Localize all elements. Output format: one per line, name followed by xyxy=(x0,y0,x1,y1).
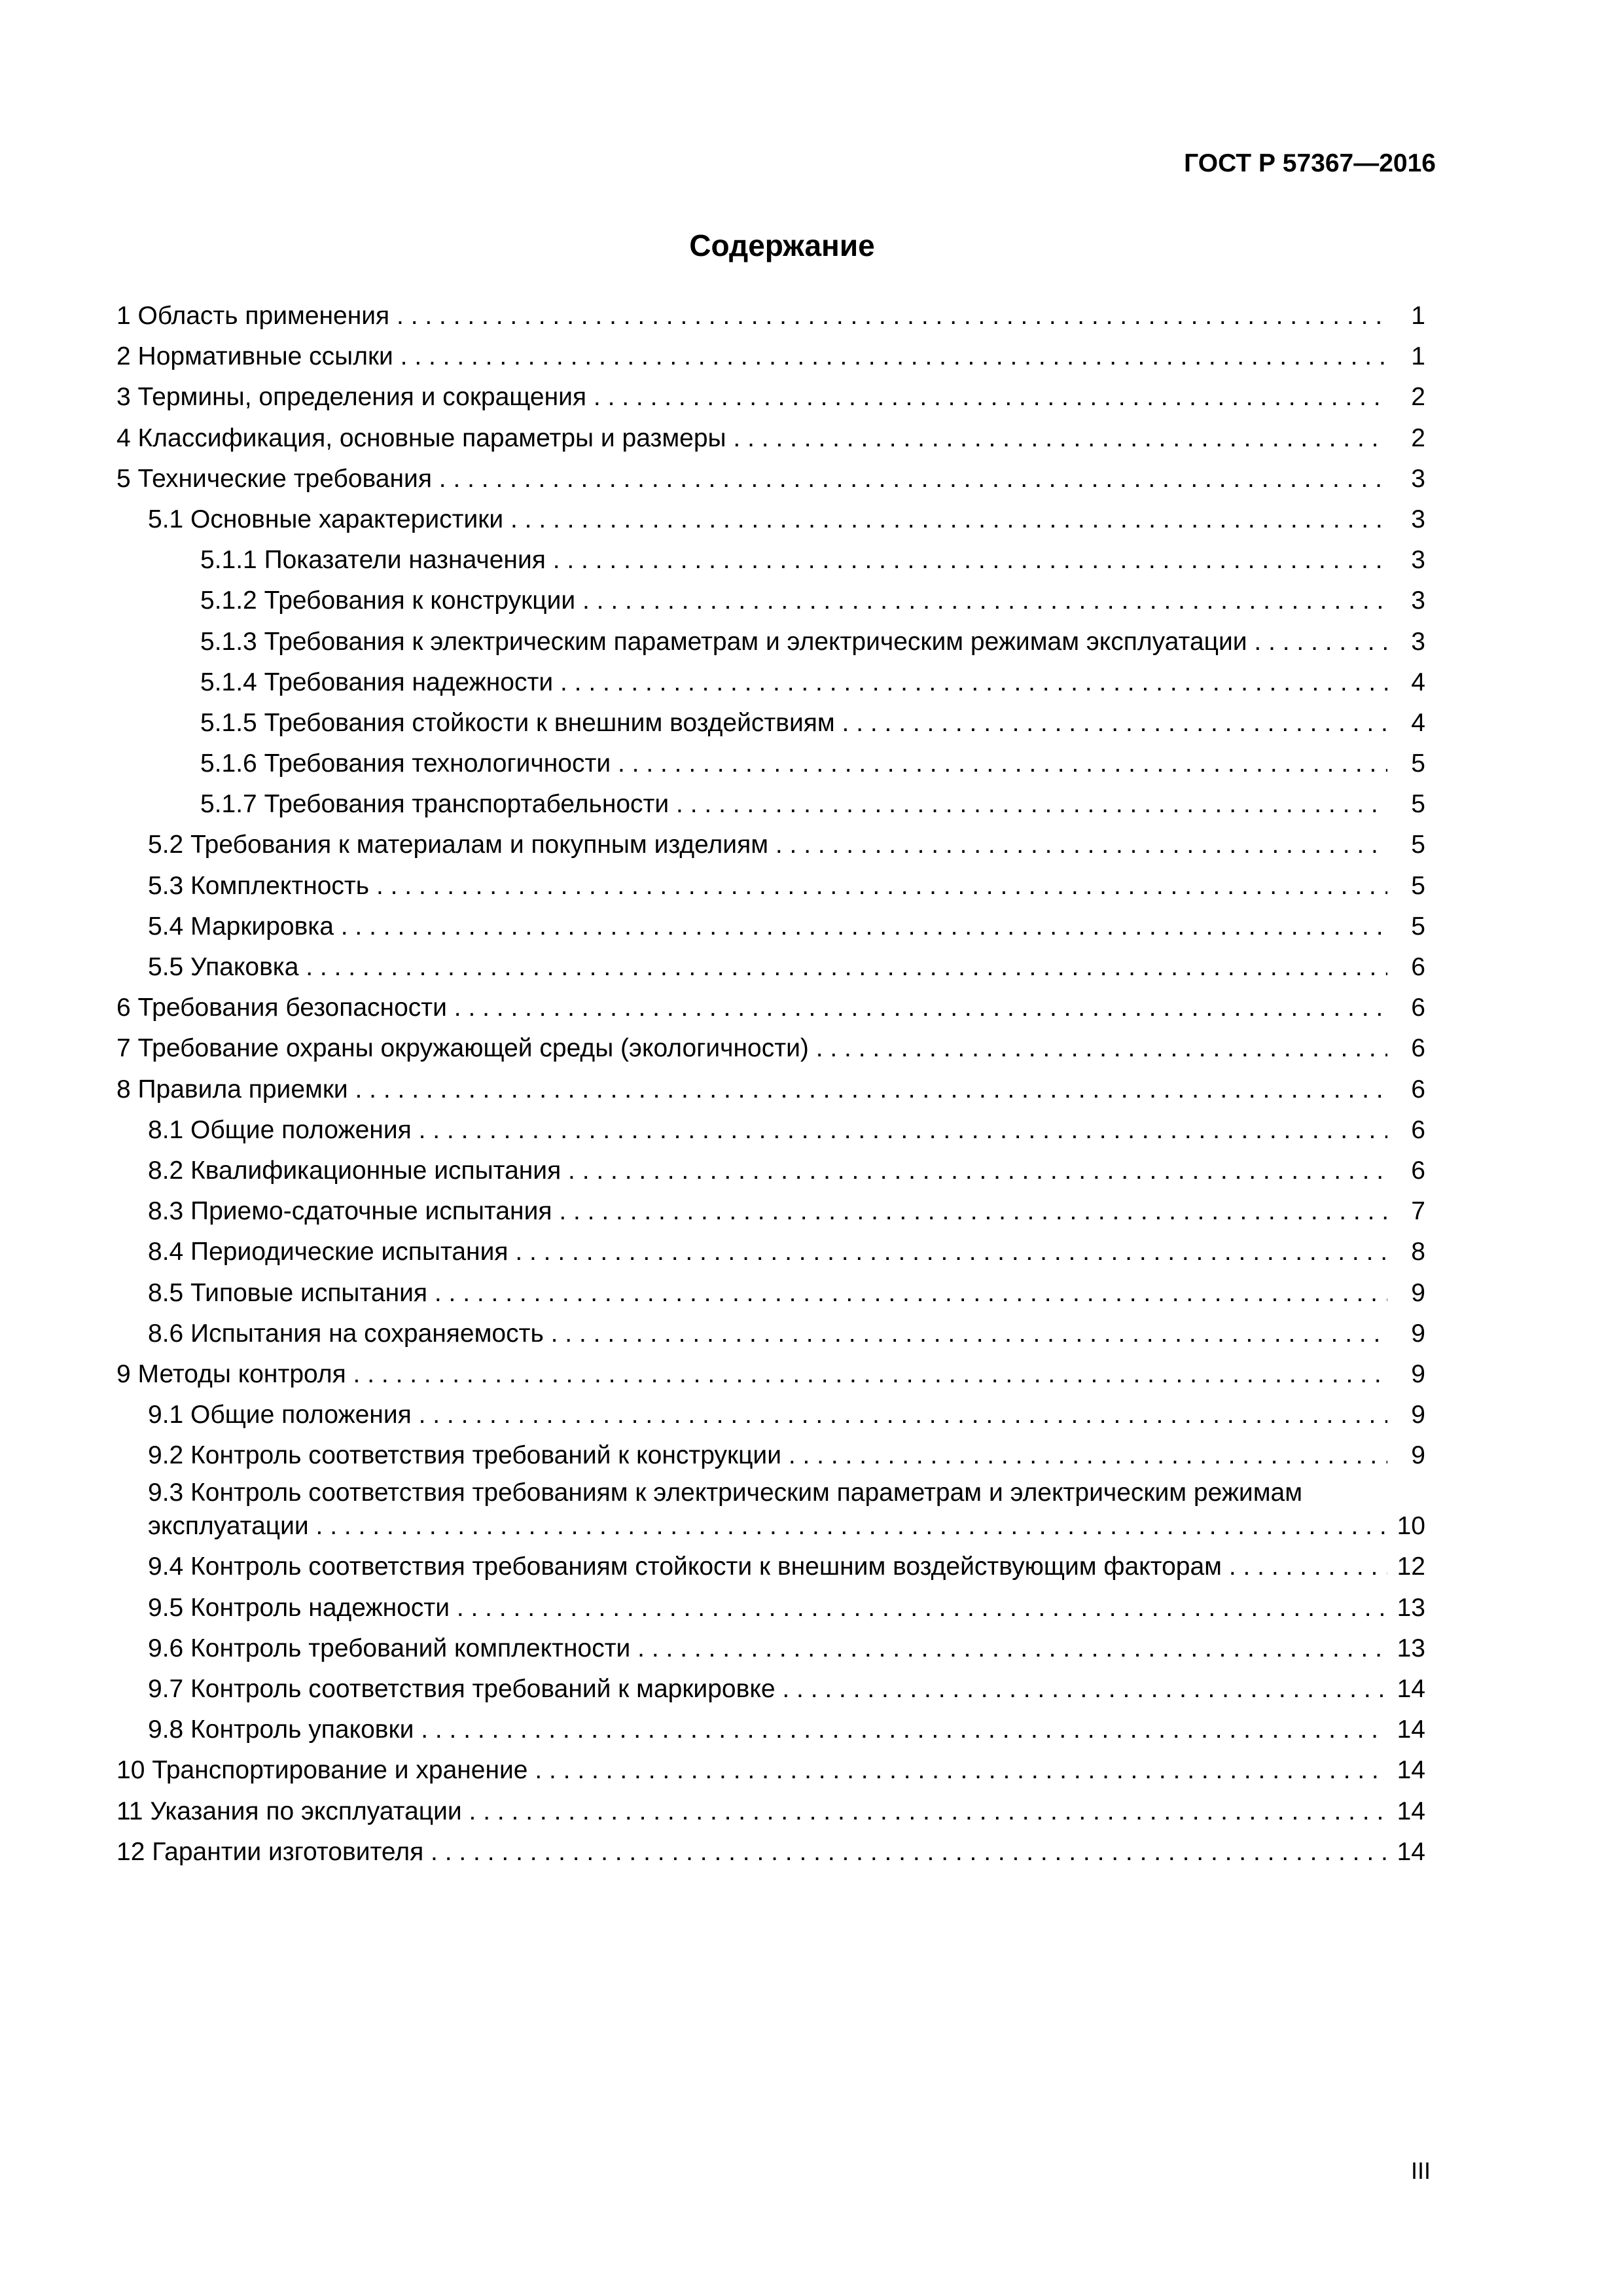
toc-entry-label: 5.1.3 Требования к электрическим параметрам и электрическим режимам эксплуатации . . . xyxy=(200,622,1387,662)
toc-entry-label: 2 Нормативные ссылки . . . xyxy=(116,336,1387,377)
toc-entry[interactable] xyxy=(116,1669,1425,1710)
toc-entry-label-first-line: 9.3 Контроль соответствия требованиям к электрическим параметрам и электрическим режимам xyxy=(148,1479,1303,1507)
toc-entry-page: 14 xyxy=(1397,1675,1425,1703)
toc-entry[interactable] xyxy=(116,1832,1425,1873)
toc-entry-page: 8 xyxy=(1411,1238,1425,1266)
toc-entry[interactable] xyxy=(116,336,1425,377)
toc-entry[interactable] xyxy=(116,988,1425,1028)
toc-entry-page: 5 xyxy=(1411,790,1425,819)
toc-entry-label: 5.1.6 Требования технологичности . . . xyxy=(200,744,1387,784)
toc-entry-label: 5.2 Требования к материалам и покупным изделиям . . . xyxy=(148,825,1387,865)
toc-entry-page: 14 xyxy=(1397,1715,1425,1744)
toc-entry-label: 9.8 Контроль упаковки . . . xyxy=(148,1710,1387,1750)
toc-entry-page: 13 xyxy=(1397,1593,1425,1622)
toc-entry-label: 12 Гарантии изготовителя . . . xyxy=(116,1832,1387,1873)
table-of-contents xyxy=(116,296,1425,1873)
toc-entry-page: 14 xyxy=(1397,1756,1425,1785)
toc-entry[interactable] xyxy=(116,1547,1425,1587)
toc-entry-page: 3 xyxy=(1411,586,1425,615)
toc-entry-label: 9.6 Контроль требований комплектности . . . xyxy=(148,1628,1387,1669)
toc-entry[interactable] xyxy=(116,703,1425,744)
toc-entry-label: 8.4 Периодические испытания . . . xyxy=(148,1232,1387,1272)
toc-entry[interactable] xyxy=(116,1151,1425,1191)
toc-entry-label: 9.5 Контроль надежности . . . xyxy=(148,1588,1387,1628)
toc-entry-label: 8 Правила приемки . . . xyxy=(116,1069,1387,1110)
toc-entry[interactable] xyxy=(116,1354,1425,1395)
toc-entry-label: 5.1.5 Требования стойкости к внешним воздействиям . . . xyxy=(200,703,1387,744)
toc-entry-page: 6 xyxy=(1411,1075,1425,1103)
toc-entry[interactable] xyxy=(116,1028,1425,1069)
toc-entry-page: 2 xyxy=(1411,423,1425,452)
toc-entry-page: 9 xyxy=(1411,1441,1425,1470)
toc-entry-page: 2 xyxy=(1411,383,1425,412)
page-title: Содержание xyxy=(689,228,875,262)
toc-entry[interactable] xyxy=(116,825,1425,865)
toc-entry-page: 5 xyxy=(1411,871,1425,900)
toc-entry[interactable] xyxy=(116,947,1425,988)
toc-entry-page: 6 xyxy=(1411,1156,1425,1185)
toc-entry-page: 10 xyxy=(1397,1512,1425,1541)
toc-entry-label: 9.2 Контроль соответствия требований к конструкции . . . xyxy=(148,1435,1387,1476)
toc-entry[interactable] xyxy=(116,499,1425,540)
toc-entry[interactable] xyxy=(116,1476,1425,1547)
toc-entry[interactable] xyxy=(116,866,1425,906)
toc-entry[interactable] xyxy=(116,1314,1425,1354)
toc-entry-page: 9 xyxy=(1411,1401,1425,1429)
page-number: III xyxy=(1410,2157,1431,2184)
toc-entry[interactable] xyxy=(116,581,1425,621)
toc-entry-page: 4 xyxy=(1411,708,1425,737)
toc-entry-label: 9.7 Контроль соответствия требований к маркировке . . . xyxy=(148,1669,1387,1710)
toc-entry[interactable] xyxy=(116,662,1425,703)
toc-entry[interactable] xyxy=(116,296,1425,336)
toc-entry-label: 8.1 Общие положения . . . xyxy=(148,1110,1387,1151)
toc-entry[interactable] xyxy=(116,1710,1425,1750)
toc-entry[interactable] xyxy=(116,540,1425,581)
toc-entry-page: 9 xyxy=(1411,1319,1425,1348)
toc-entry-label: 5.1.4 Требования надежности . . . xyxy=(200,662,1387,703)
toc-entry-label: 6 Требования безопасности . . . xyxy=(116,988,1387,1028)
toc-entry-page: 3 xyxy=(1411,505,1425,533)
toc-entry-page: 12 xyxy=(1397,1552,1425,1581)
toc-entry-label: 8.3 Приемо-сдаточные испытания . . . xyxy=(148,1191,1387,1232)
toc-entry[interactable] xyxy=(116,1628,1425,1669)
toc-entry[interactable] xyxy=(116,1110,1425,1151)
toc-entry[interactable] xyxy=(116,1435,1425,1476)
toc-entry-label: 5.4 Маркировка . . . xyxy=(148,906,1387,947)
toc-entry[interactable] xyxy=(116,1273,1425,1314)
toc-entry-label: 3 Термины, определения и сокращения . . . xyxy=(116,377,1387,418)
toc-entry-page: 5 xyxy=(1411,831,1425,859)
toc-entry-page: 6 xyxy=(1411,1034,1425,1063)
toc-entry-label: 8.2 Квалификационные испытания . . . xyxy=(148,1151,1387,1191)
toc-entry[interactable] xyxy=(116,1191,1425,1232)
toc-entry-label: 9 Методы контроля . . . xyxy=(116,1354,1387,1395)
toc-entry-page: 14 xyxy=(1397,1797,1425,1825)
toc-entry-page: 5 xyxy=(1411,749,1425,778)
toc-entry[interactable] xyxy=(116,377,1425,418)
toc-entry-page: 9 xyxy=(1411,1278,1425,1307)
toc-entry-label: 8.5 Типовые испытания . . . xyxy=(148,1273,1387,1314)
toc-entry-label: 7 Требование охраны окружающей среды (экологичности) . . . xyxy=(116,1028,1387,1069)
toc-entry-label: 8.6 Испытания на сохраняемость . . . xyxy=(148,1314,1387,1354)
toc-entry[interactable] xyxy=(116,744,1425,784)
toc-entry-page: 13 xyxy=(1397,1634,1425,1662)
toc-entry[interactable] xyxy=(116,784,1425,825)
toc-entry-page: 9 xyxy=(1411,1359,1425,1388)
toc-entry-page: 6 xyxy=(1411,953,1425,981)
toc-entry-label: 5.1.1 Показатели назначения . . . xyxy=(200,540,1387,581)
toc-entry[interactable] xyxy=(116,418,1425,459)
toc-entry[interactable] xyxy=(116,906,1425,947)
toc-entry-label: 9.4 Контроль соответствия требованиям стойкости к внешним воздействующим факторам . . . xyxy=(148,1547,1387,1587)
toc-entry-label: 1 Область применения . . . xyxy=(116,296,1387,336)
toc-entry[interactable] xyxy=(116,1791,1425,1832)
toc-entry-label: 11 Указания по эксплуатации . . . xyxy=(116,1791,1387,1832)
toc-entry[interactable] xyxy=(116,459,1425,499)
toc-entry-page: 4 xyxy=(1411,668,1425,696)
document-id-header: ГОСТ Р 57367—2016 xyxy=(1184,149,1436,177)
toc-entry-page: 6 xyxy=(1411,1115,1425,1144)
toc-entry-page: 1 xyxy=(1411,302,1425,330)
toc-entry-page: 14 xyxy=(1397,1837,1425,1866)
toc-entry-page: 5 xyxy=(1411,912,1425,941)
toc-entry-label: 5.1.7 Требования транспортабельности . . . xyxy=(200,784,1387,825)
toc-entry-label: эксплуатации . . . xyxy=(148,1506,1387,1547)
toc-entry-page: 7 xyxy=(1411,1197,1425,1226)
toc-entry-label: 5.1.2 Требования к конструкции . . . xyxy=(200,581,1387,621)
toc-entry-label: 5.1 Основные характеристики . . . xyxy=(148,499,1387,540)
toc-entry[interactable] xyxy=(116,1750,1425,1791)
toc-entry-label: 10 Транспортирование и хранение . . . xyxy=(116,1750,1387,1791)
toc-entry[interactable] xyxy=(116,622,1425,662)
toc-entry-page: 1 xyxy=(1411,342,1425,371)
toc-entry[interactable] xyxy=(116,1069,1425,1110)
toc-entry-label: 5.3 Комплектность . . . xyxy=(148,866,1387,906)
toc-entry-label: 5.5 Упаковка . . . xyxy=(148,947,1387,988)
toc-entry[interactable] xyxy=(116,1588,1425,1628)
toc-entry-page: 6 xyxy=(1411,994,1425,1022)
toc-entry-page: 3 xyxy=(1411,546,1425,575)
toc-entry-label: 4 Классификация, основные параметры и размеры . . . xyxy=(116,418,1387,459)
toc-entry[interactable] xyxy=(116,1232,1425,1272)
toc-entry-label: 9.1 Общие положения . . . xyxy=(148,1395,1387,1435)
toc-entry-page: 3 xyxy=(1411,464,1425,493)
toc-entry-page: 3 xyxy=(1411,627,1425,656)
toc-entry-label: 5 Технические требования . . . xyxy=(116,459,1387,499)
toc-entry[interactable] xyxy=(116,1395,1425,1435)
